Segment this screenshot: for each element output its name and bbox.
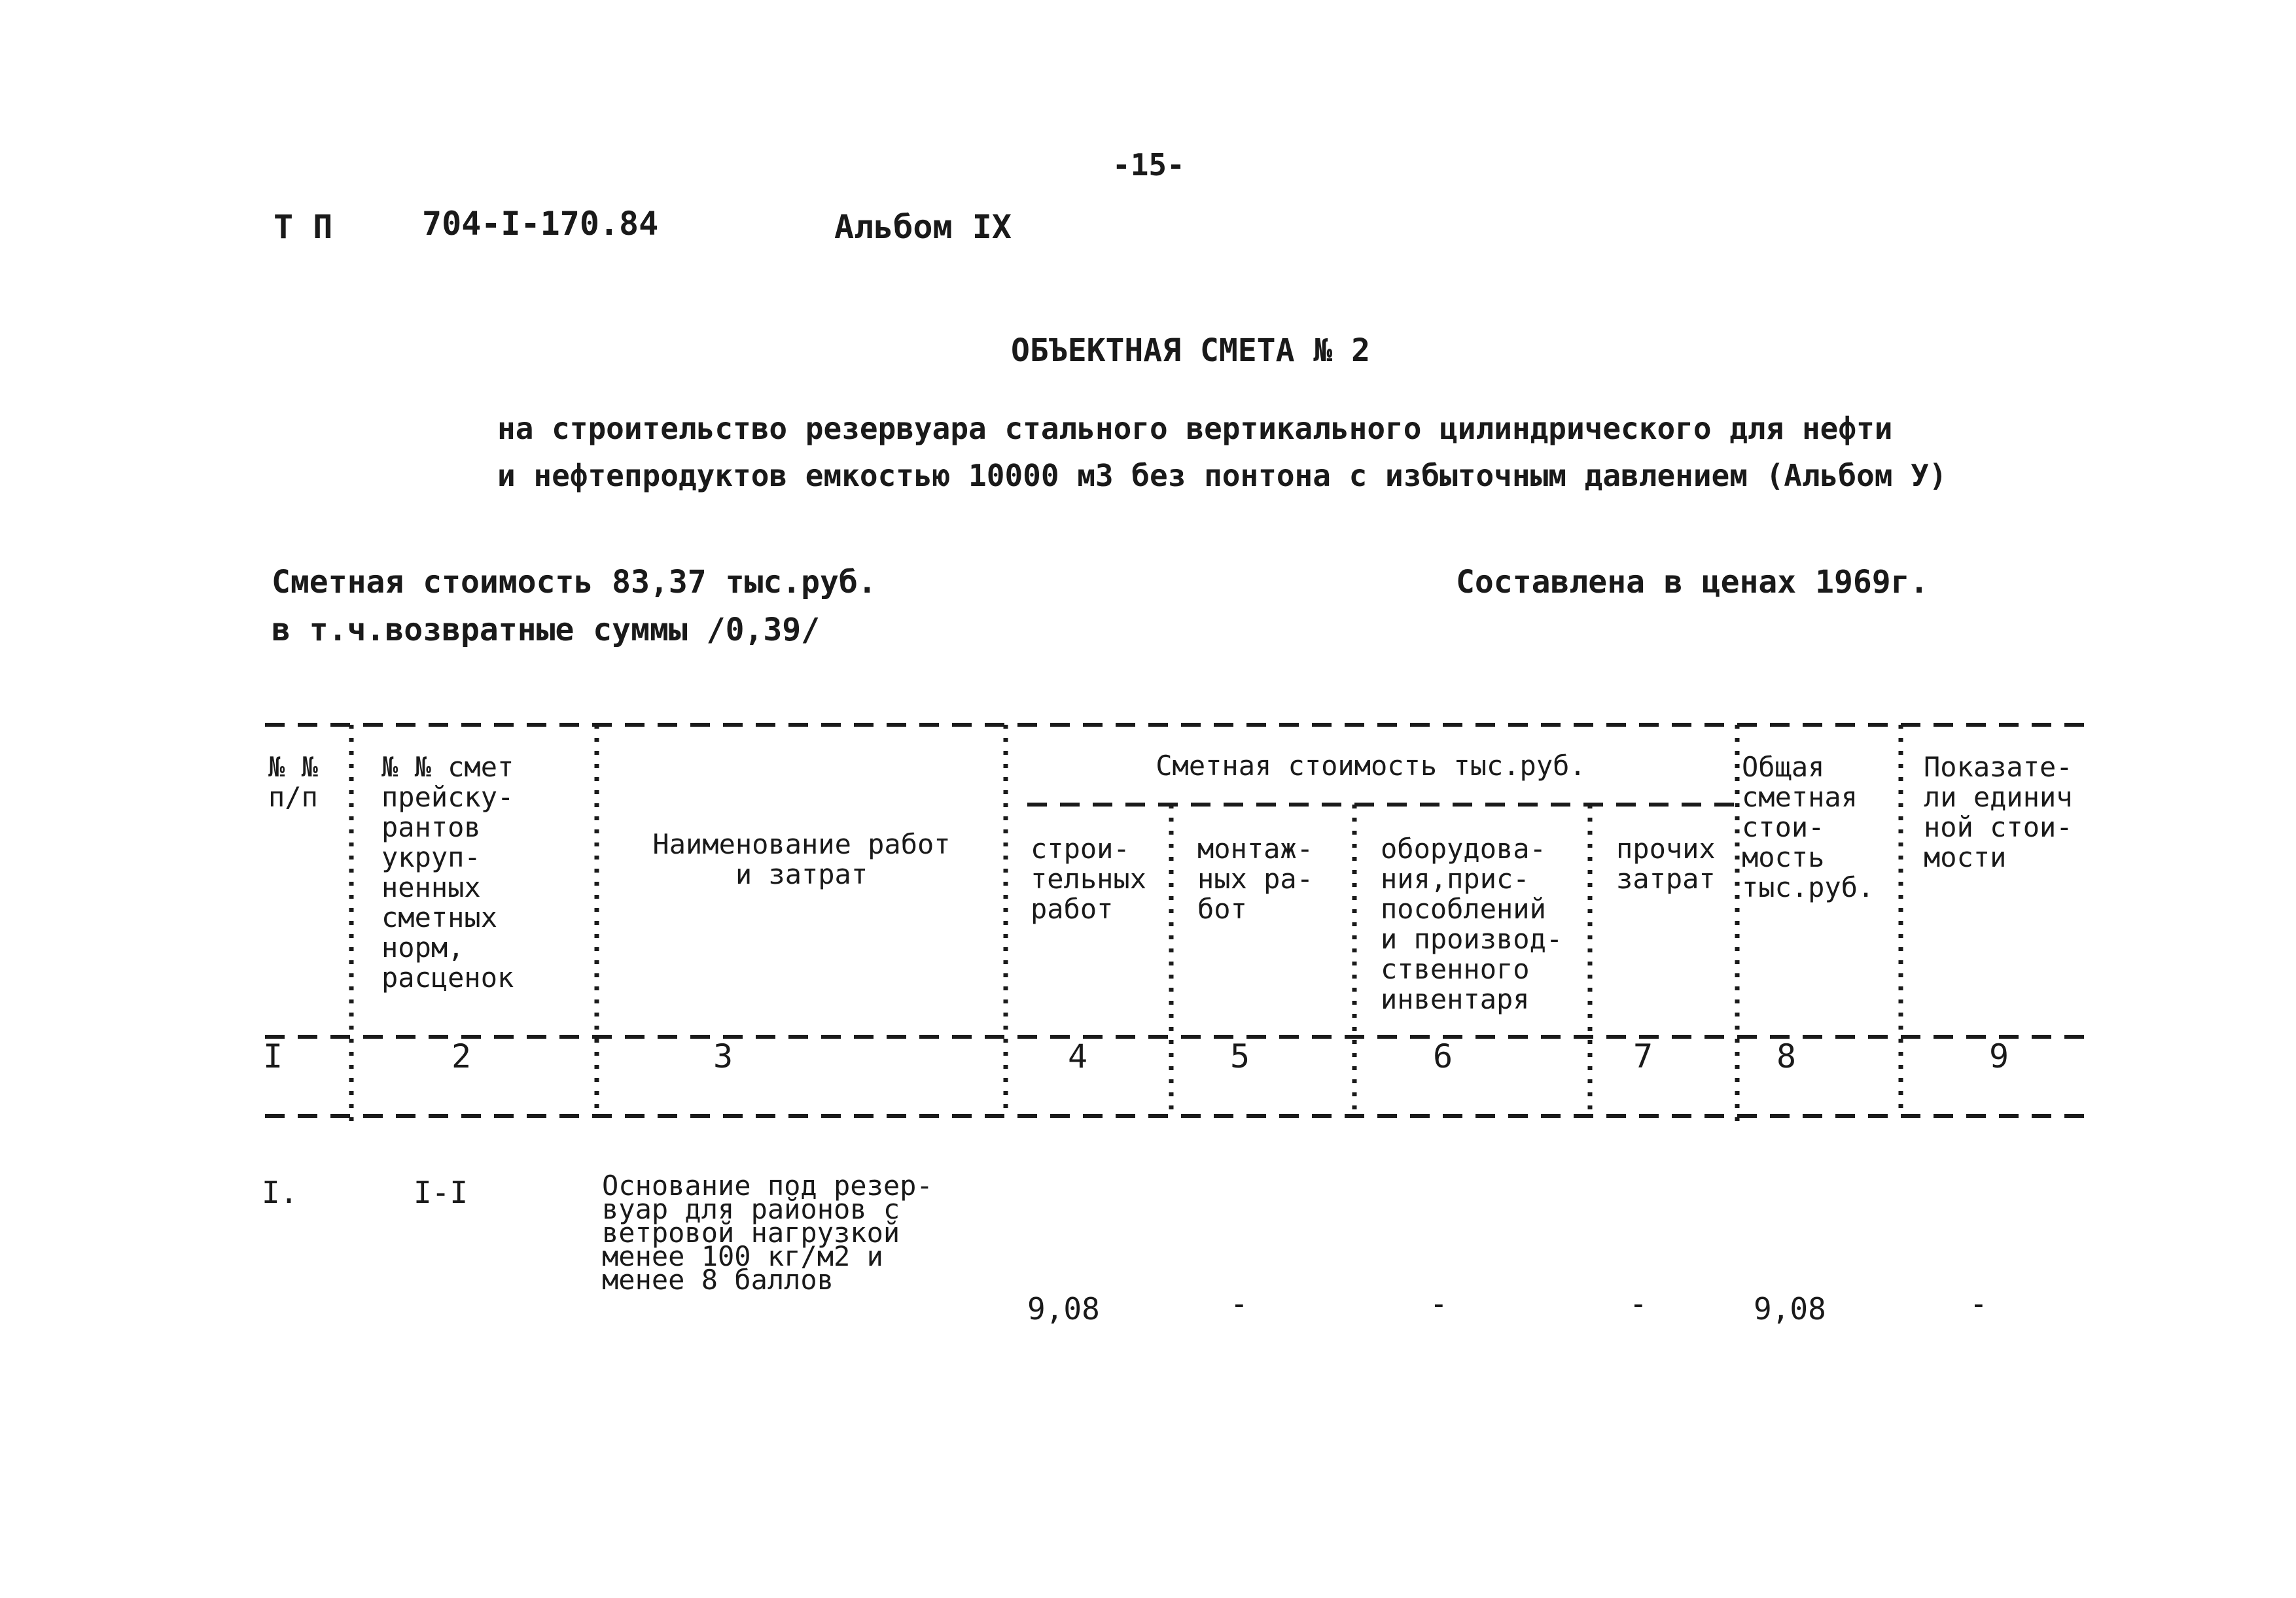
table-row-equipment: - [1430,1286,1448,1321]
table-row-name: Основание под резер- вуар для районов с ветровой нагрузкой менее 100 кг/м2 и менее 8 баллов [602,1170,933,1296]
table-row-other: - [1629,1286,1648,1321]
table-row-no: I. [262,1175,298,1210]
col-number-2: 2 [451,1037,472,1075]
document-title: ОБЪЕКТНАЯ СМЕТА № 2 [1011,332,1371,369]
table-row-installation: - [1230,1286,1248,1321]
header-col-4: строи- тельных работ [1031,833,1147,925]
col-number-3: 3 [713,1037,733,1075]
col-number-8: 8 [1776,1037,1797,1075]
header-project-code: 704-I-170.84 [422,205,659,243]
price-basis: Составлена в ценах 1969г. [1456,564,1929,600]
header-album: Альбом IX [834,208,1012,246]
col-number-9: 9 [1989,1037,2009,1075]
header-col-9: Показате- ли единич ной стои- мости [1924,751,2073,873]
table-row-unit: - [1969,1286,1988,1321]
header-cost-group: Сметная стоимость тыс.руб. [1156,750,1586,782]
header-col-7: прочих затрат [1616,833,1716,895]
header-col-6: оборудова- ния,прис- пособлений и производ- ственного инвентаря [1381,833,1563,1015]
header-col-3: Наименование работ и затрат [652,828,951,890]
header-col-1: № № п/п [268,751,318,813]
table-row-ref: I-I [414,1175,468,1210]
header-col-2: № № смет прейску- рантов укруп- ненных сметных норм, расценок [381,751,514,994]
header-col-8: Общая сметная стои- мость тыс.руб. [1742,751,1875,903]
table-row-total: 9,08 [1754,1291,1826,1327]
page-number: -15- [1112,147,1185,182]
col-number-6: 6 [1433,1037,1453,1075]
subtitle-line-2: и нефтепродуктов емкостью 10000 м3 без понтона с избыточным давлением (Альбом У) [497,458,1947,493]
header-col-5: монтаж- ных ра- бот [1197,833,1314,925]
return-sums: в т.ч.возвратные суммы /0,39/ [272,612,821,648]
table-row-construction: 9,08 [1027,1291,1100,1327]
col-number-1: I [263,1037,283,1075]
header-tp: Т П [274,208,333,246]
col-number-4: 4 [1068,1037,1088,1075]
estimated-cost: Сметная стоимость 83,37 тыс.руб. [272,564,877,600]
col-number-7: 7 [1633,1037,1653,1075]
col-number-5: 5 [1230,1037,1250,1075]
subtitle-line-1: на строительство резервуара стального вертикального цилиндрического для нефти [497,411,1893,446]
